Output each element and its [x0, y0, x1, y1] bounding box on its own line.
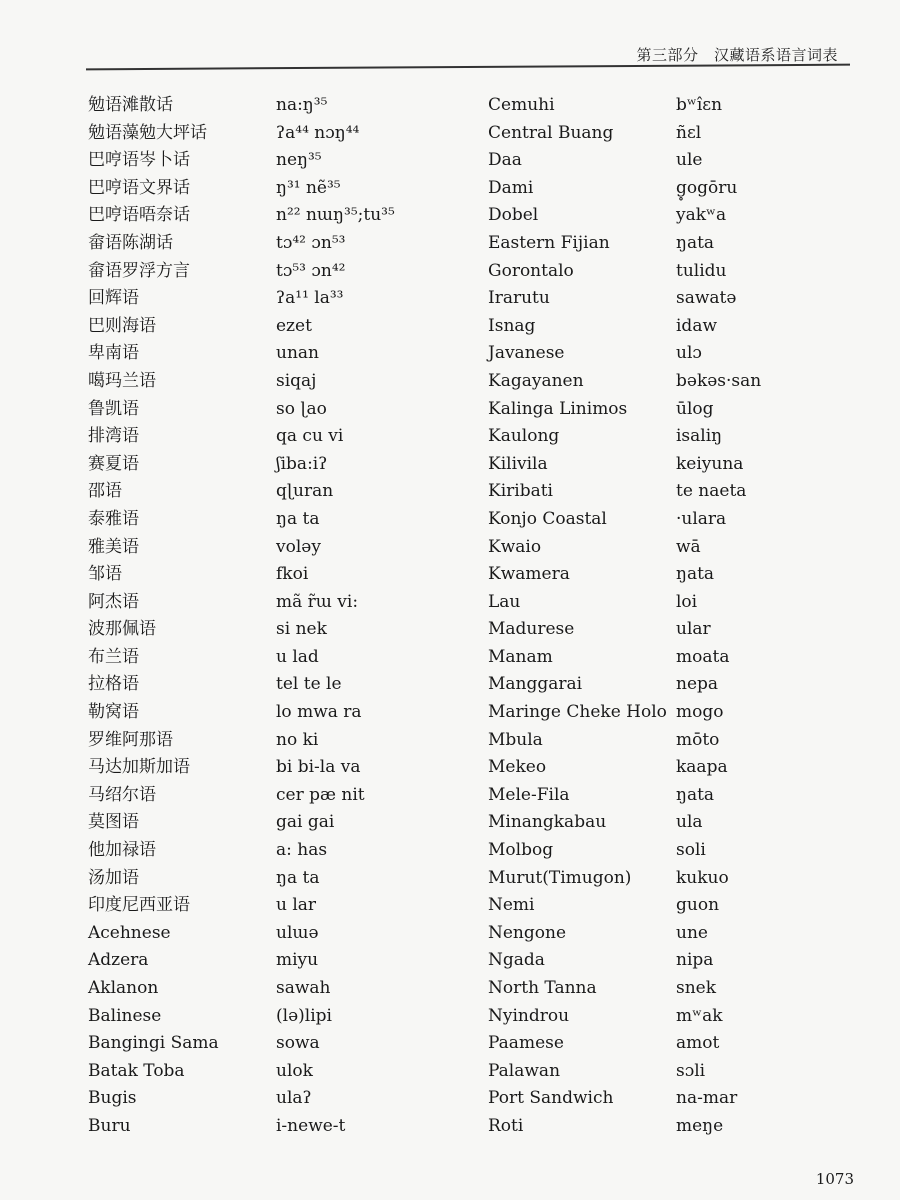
- word-transcription: mōto: [676, 729, 720, 750]
- word-transcription: qa cu vi: [276, 426, 344, 447]
- word-transcription: tel te le: [276, 674, 342, 695]
- language-name: Kaulong: [488, 426, 560, 447]
- word-transcription: ŋata: [676, 232, 715, 253]
- word-transcription: fkoi: [276, 564, 309, 585]
- language-name: Acehnese: [88, 922, 171, 943]
- language-name: Daa: [488, 150, 522, 171]
- language-name: Minangkabau: [488, 812, 607, 833]
- language-name: Konjo Coastal: [488, 508, 607, 529]
- language-name: 罗维阿那语: [88, 729, 173, 750]
- word-transcription: gai gai: [276, 812, 335, 833]
- language-name: 泰雅语: [88, 508, 139, 529]
- right-language-column: [488, 92, 668, 1141]
- language-name: Bugis: [88, 1088, 137, 1109]
- word-transcription: mã r̃ɯ vi:: [276, 591, 359, 612]
- language-name: 回辉语: [88, 288, 139, 309]
- word-transcription: ula: [676, 812, 703, 833]
- word-transcription: ·ulara: [676, 508, 727, 529]
- language-name: Roti: [488, 1115, 524, 1136]
- language-name: Manam: [488, 646, 553, 667]
- word-transcription: ʔa¹¹ la³³: [276, 288, 344, 309]
- word-transcription: yakʷa: [676, 205, 727, 226]
- language-name: Batak Toba: [88, 1060, 185, 1081]
- word-transcription: ŋata: [676, 784, 715, 805]
- left-word-column: [276, 92, 466, 1141]
- running-header: 第三部分 汉藏语系语言词表: [636, 46, 838, 64]
- language-name: Kwaio: [488, 536, 542, 557]
- word-transcription: na-mar: [676, 1088, 738, 1109]
- language-name: Lau: [488, 591, 521, 612]
- language-name: 勉语藻勉大坪话: [88, 122, 207, 143]
- word-transcription: i-newe-t: [276, 1115, 346, 1136]
- language-name: 他加禄语: [88, 840, 156, 861]
- language-name: Dami: [488, 177, 534, 198]
- language-name: Kagayanen: [488, 370, 584, 391]
- word-transcription: ulɔ: [676, 343, 702, 364]
- word-transcription: miyu: [276, 950, 319, 971]
- language-name: Paamese: [488, 1033, 564, 1054]
- language-name: Adzera: [88, 950, 149, 971]
- language-name: 鲁凯语: [88, 398, 139, 419]
- word-transcription: unan: [276, 343, 319, 364]
- language-name: 排湾语: [88, 426, 139, 447]
- word-transcription: te naeta: [676, 481, 747, 502]
- word-transcription: (lə)lipi: [276, 1005, 332, 1026]
- word-transcription: ulok: [276, 1060, 313, 1081]
- word-transcription: kaapa: [676, 757, 728, 778]
- word-transcription: lo mwa ra: [276, 702, 362, 723]
- word-transcription: mogo: [676, 702, 724, 723]
- word-transcription: amot: [676, 1033, 720, 1054]
- language-name: 赛夏语: [88, 453, 139, 474]
- word-transcription: si nek: [276, 619, 327, 640]
- language-name: 莫图语: [88, 812, 139, 833]
- word-transcription: bʷîɛn: [676, 95, 723, 115]
- left-language-column: [88, 92, 268, 1141]
- word-transcription: meŋe: [676, 1115, 724, 1136]
- language-name: Buru: [88, 1115, 131, 1136]
- language-name: Aklanon: [88, 978, 159, 998]
- language-name: Mbula: [488, 729, 543, 750]
- word-transcription: bəkəs·san: [676, 370, 762, 391]
- language-name: 雅美语: [88, 536, 139, 557]
- language-name: Murut(Timugon): [488, 867, 632, 888]
- word-transcription: u lad: [276, 646, 319, 667]
- word-transcription: so ɭao: [276, 398, 327, 419]
- language-name: Central Buang: [488, 122, 614, 143]
- word-transcription: ʔa⁴⁴ nɔŋ⁴⁴: [276, 122, 360, 143]
- word-transcription: a: has: [276, 840, 328, 861]
- word-transcription: isaliŋ: [676, 426, 723, 447]
- language-name: Port Sandwich: [488, 1088, 614, 1109]
- language-name: Palawan: [488, 1060, 561, 1081]
- language-name: Balinese: [88, 1005, 162, 1026]
- word-transcription: ulaʔ: [276, 1088, 312, 1109]
- language-name: 布兰语: [88, 646, 139, 667]
- language-name: Mele-Fila: [488, 784, 570, 805]
- word-transcription: ʃiba:iʔ: [276, 453, 328, 474]
- language-name: 巴哼语文界话: [88, 177, 190, 198]
- word-transcription: cer pæ nit: [276, 784, 365, 805]
- word-transcription: voləy: [276, 536, 321, 557]
- word-transcription: n²² nɯŋ³⁵;tu³⁵: [276, 205, 395, 226]
- word-transcription: g̥ogōru: [676, 177, 738, 198]
- language-name: Molbog: [488, 840, 554, 861]
- word-transcription: ŋata: [676, 564, 715, 585]
- language-name: 印度尼西亚语: [88, 895, 190, 916]
- language-name: Nemi: [488, 895, 535, 916]
- word-transcription: ŋa ta: [276, 867, 320, 888]
- word-transcription: na:ŋ³⁵: [276, 95, 328, 115]
- language-name: Cemuhi: [488, 95, 555, 115]
- language-name: 巴哼语岑卜话: [88, 150, 190, 171]
- language-name: 马达加斯加语: [88, 757, 190, 778]
- word-transcription: siqaj: [276, 370, 317, 391]
- language-name: Madurese: [488, 619, 575, 640]
- language-name: Kwamera: [488, 564, 570, 585]
- word-transcription: ŋa ta: [276, 508, 320, 529]
- word-transcription: neŋ³⁵: [276, 150, 322, 171]
- word-transcription: sɔli: [676, 1060, 706, 1081]
- language-name: 勒窝语: [88, 702, 139, 723]
- word-transcription: loi: [676, 591, 698, 612]
- word-transcription: guon: [676, 895, 720, 916]
- language-name: Javanese: [488, 343, 565, 364]
- word-transcription: no ki: [276, 729, 319, 750]
- language-name: 汤加语: [88, 867, 139, 888]
- word-transcription: ule: [676, 150, 703, 171]
- word-transcription: ular: [676, 619, 711, 640]
- language-name: Kalinga Linimos: [488, 398, 628, 419]
- language-name: Irarutu: [488, 288, 550, 309]
- language-name: Isnag: [488, 315, 536, 336]
- language-name: 邹语: [88, 564, 122, 585]
- page-number: 1073: [815, 1170, 854, 1188]
- language-name: 勉语滩散话: [88, 95, 173, 115]
- word-transcription: une: [676, 922, 708, 943]
- word-transcription: wā: [676, 536, 701, 557]
- language-name: North Tanna: [488, 978, 597, 998]
- word-transcription: tɔ⁴² ɔn⁵³: [276, 232, 346, 253]
- word-transcription: soli: [676, 840, 706, 861]
- language-name: Dobel: [488, 205, 539, 226]
- word-transcription: mʷak: [676, 1005, 723, 1026]
- language-name: Kilivila: [488, 453, 548, 474]
- language-name: 畲语罗浮方言: [88, 260, 190, 281]
- word-transcription: moata: [676, 646, 730, 667]
- language-name: 巴哼语唔奈话: [88, 205, 190, 226]
- word-transcription: ezet: [276, 315, 312, 336]
- word-transcription: ñɛl: [676, 122, 702, 143]
- word-transcription: idaw: [676, 315, 718, 336]
- language-name: 阿杰语: [88, 591, 139, 612]
- word-transcription: u lar: [276, 895, 317, 916]
- word-transcription: kukuo: [676, 867, 729, 888]
- language-name: 拉格语: [88, 674, 139, 695]
- language-name: Maringe Cheke Holo: [488, 702, 667, 723]
- language-name: Kiribati: [488, 481, 553, 502]
- word-transcription: snek: [676, 978, 717, 998]
- language-name: 噶玛兰语: [88, 370, 156, 391]
- language-name: Eastern Fijian: [488, 232, 610, 253]
- word-transcription: nipa: [676, 950, 714, 971]
- language-name: Ngada: [488, 950, 545, 971]
- language-name: Manggarai: [488, 674, 583, 695]
- language-name: Nyindrou: [488, 1005, 570, 1026]
- word-transcription: ulɯə: [276, 922, 319, 943]
- language-name: 巴则海语: [88, 315, 156, 336]
- word-transcription: nepa: [676, 674, 719, 695]
- language-name: 卑南语: [88, 343, 139, 364]
- word-transcription: keiyuna: [676, 453, 744, 474]
- word-transcription: bi bi-la va: [276, 757, 361, 778]
- language-name: Nengone: [488, 922, 567, 943]
- word-transcription: tulidu: [676, 260, 727, 281]
- language-name: Gorontalo: [488, 260, 574, 281]
- word-transcription: tɔ⁵³ ɔn⁴²: [276, 260, 346, 281]
- word-transcription: ŋ³¹ nẽ³⁵: [276, 177, 341, 198]
- header-rule: [86, 64, 850, 70]
- word-transcription: ūlog: [676, 398, 714, 419]
- word-transcription: sawah: [276, 978, 331, 998]
- language-name: 畲语陈湖话: [88, 232, 173, 253]
- word-transcription: sawatə: [676, 288, 737, 309]
- language-name: 邵语: [88, 481, 122, 502]
- word-transcription: sowa: [276, 1033, 320, 1054]
- language-name: 波那佩语: [88, 619, 156, 640]
- right-word-column: [676, 92, 856, 1141]
- word-transcription: qɭuran: [276, 481, 334, 502]
- language-name: 马绍尔语: [88, 784, 156, 805]
- language-name: Bangingi Sama: [88, 1033, 219, 1054]
- language-name: Mekeo: [488, 757, 547, 778]
